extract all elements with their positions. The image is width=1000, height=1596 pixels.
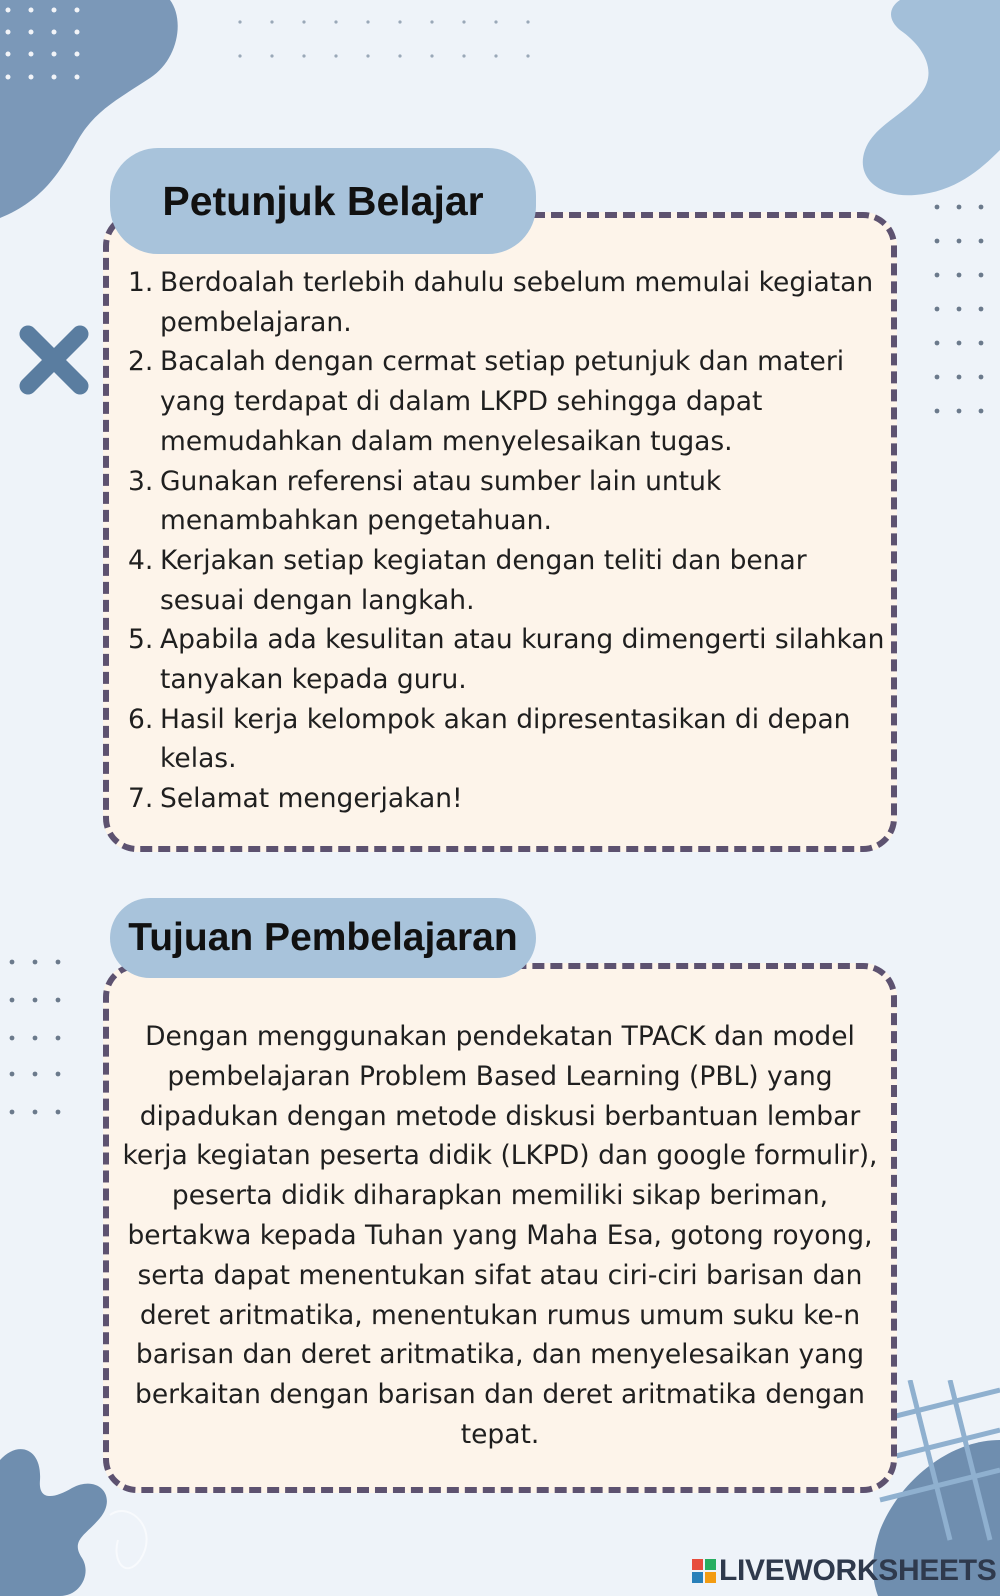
list-item-number: 6.: [128, 703, 154, 735]
petunjuk-list: [128, 263, 898, 819]
list-item-number: 5.: [128, 624, 154, 656]
list-item-number: 7.: [128, 783, 154, 815]
decorative-blob-top-right: [860, 0, 1000, 200]
tujuan-title: Tujuan Pembelajaran: [110, 898, 536, 978]
list-item-text: Bacalah dengan cermat setiap petunjuk dan materi yang terdapat di dalam LKPD sehingga dapat memudahkan dalam menyelesaikan tugas.: [160, 346, 845, 457]
list-item-number: 1.: [128, 267, 154, 298]
decorative-dots-top: [236, 18, 546, 64]
list-item-text: Selamat mengerjakan!: [160, 783, 463, 815]
liveworksheets-logo-icon: [692, 1559, 716, 1583]
list-item: [128, 779, 898, 819]
list-item: [128, 462, 898, 541]
list-item-text: Apabila ada kesulitan atau kurang dimengerti silahkan tanyakan kepada guru.: [160, 624, 885, 696]
list-item-text: Hasil kerja kelompok akan dipresentasikan di depan kelas.: [160, 703, 851, 775]
list-item: [128, 342, 898, 461]
decorative-dots-right: [934, 203, 1000, 423]
list-item: [128, 263, 898, 342]
list-item-number: 2.: [128, 346, 154, 378]
x-cross-icon: [16, 322, 92, 398]
list-item-number: 4.: [128, 544, 154, 576]
list-item: [128, 700, 898, 779]
petunjuk-title: Petunjuk Belajar: [110, 148, 536, 254]
list-item-number: 3.: [128, 465, 154, 497]
decorative-dots-left: [8, 958, 68, 1118]
list-item: [128, 620, 898, 699]
list-item-text: Berdoalah terlebih dahulu sebelum memulai kegiatan pembelajaran.: [160, 267, 874, 338]
tujuan-body: Dengan menggunakan pendekatan TPACK dan model pembelajaran Problem Based Learning (PBL) yang dipadukan dengan metode diskusi berbantuan lembar kerja kegiatan peserta didik (LKPD) dan google formulir), peserta didik diharapkan memiliki sikap beriman, bertakwa kepada Tuhan yang Maha Esa, gotong royong, serta dapat menentukan sifat atau ciri-ciri barisan dan deret aritmatika, menentukan rumus umum suku ke-n barisan dan deret aritmatika, dan menyelesaikan yang berkaitan dengan barisan dan deret aritmatika dengan tepat.: [122, 1021, 878, 1450]
list-item: [128, 541, 898, 620]
list-item-text: Gunakan referensi atau sumber lain untuk menambahkan pengetahuan.: [160, 465, 722, 537]
list-item-text: Kerjakan setiap kegiatan dengan teliti dan benar sesuai dengan langkah.: [160, 544, 807, 616]
brand-name: LIVEWORKSHEETS: [719, 1554, 997, 1587]
liveworksheets-brand[interactable]: [692, 1553, 997, 1589]
